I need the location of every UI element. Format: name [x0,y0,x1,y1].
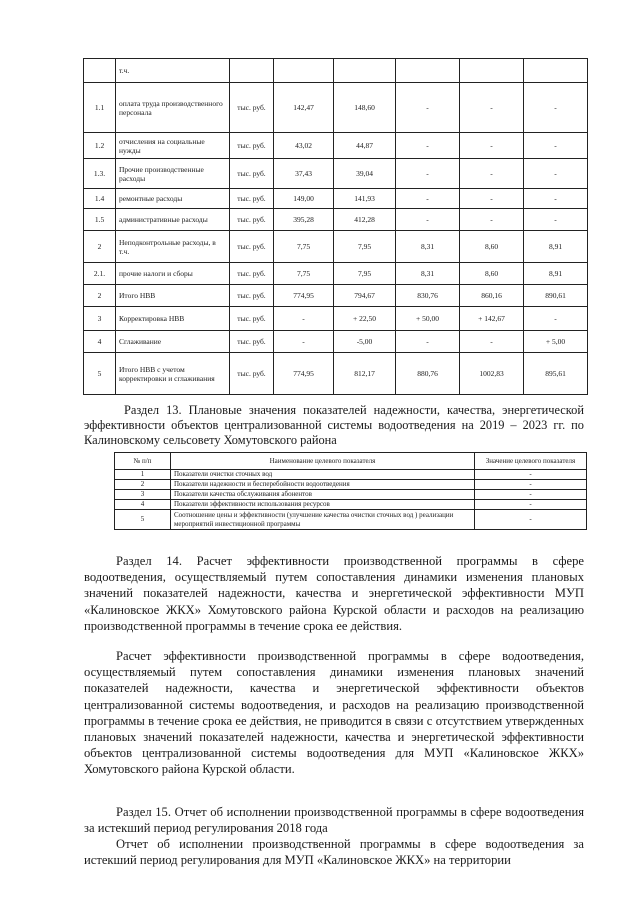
cell-v1: 774,95 [274,353,334,395]
cell-v4: 860,16 [460,285,524,307]
cell-v1 [274,59,334,83]
cell-num: 5 [84,353,116,395]
table-row [84,285,588,307]
table-row [115,480,587,490]
cell-num: 2 [84,285,116,307]
cell-name: ремонтные расходы [116,189,230,209]
cell-v5: - [524,307,588,331]
section-15-body: Отчет об исполнении производственной программы в сфере водоотведения за истекший период регулирования для МУП «Калиновское ЖКХ» на территории [84,837,584,868]
cell-num: 1.1 [84,83,116,133]
cell-v5: - [524,159,588,189]
cell-v2: 794,67 [334,285,396,307]
cell-name: Показатели эффективности использования ресурсов [171,500,475,510]
table-row [115,500,587,510]
cell-v5: - [524,189,588,209]
cell-value: - [475,510,587,530]
cell-v4: 8,60 [460,263,524,285]
cell-v1: - [274,307,334,331]
cell-v5: 895,61 [524,353,588,395]
cell-v5: 8,91 [524,231,588,263]
cell-name: Корректировка НВВ [116,307,230,331]
cell-v1: 774,95 [274,285,334,307]
table-row [84,189,588,209]
cell-name: административные расходы [116,209,230,231]
cell-unit: тыс. руб. [230,285,274,307]
cell-v2: 412,28 [334,209,396,231]
table-row [84,159,588,189]
cell-name: Соотношение цены и эффективности (улучшение качества очистки сточных вод ) реализации мероприятий инвестиционной программы [171,510,475,530]
table-row [84,331,588,353]
cell-unit: тыс. руб. [230,133,274,159]
cell-v2 [334,59,396,83]
nvv-table [83,58,588,395]
cell-name: Показатели надежности и бесперебойности водоотведения [171,480,475,490]
cell-v5: - [524,133,588,159]
cell-num: 4 [115,500,171,510]
cell-v5: 890,61 [524,285,588,307]
cell-name: Сглаживание [116,331,230,353]
cell-unit: тыс. руб. [230,331,274,353]
cell-num: 2 [84,231,116,263]
cell-v3 [396,59,460,83]
cell-num [84,59,116,83]
header-value: Значение целевого показателя [475,453,587,470]
cell-num: 2.1. [84,263,116,285]
cell-v5: 8,91 [524,263,588,285]
cell-v4: - [460,209,524,231]
cell-num: 1.4 [84,189,116,209]
cell-unit: тыс. руб. [230,189,274,209]
cell-v2: -5,00 [334,331,396,353]
cell-num: 3 [84,307,116,331]
section-15-heading: Раздел 15. Отчет об исполнении производственной программы в сфере водоотведения за истекший период регулирования 2018 года [84,805,584,836]
cell-v3: - [396,83,460,133]
cell-v4: - [460,133,524,159]
cell-v2: 141,93 [334,189,396,209]
table-row [115,490,587,500]
cell-num: 1.5 [84,209,116,231]
cell-num: 3 [115,490,171,500]
cell-v3: - [396,133,460,159]
cell-v2: 812,17 [334,353,396,395]
table-row [84,353,588,395]
section-14-body: Расчет эффективности производственной программы в сфере водоотведения, осуществляемый путем сопоставления динамики изменения плановых значений показателей надежности, качества и энергетической эффективности объектов централизованной системы водоотведения, и расходов на реализацию производственной программы в течение срока ее действия, не приводится в связи с отсутствием утвержденных плановых значений показателей надежности, качества и энергетической эффективности объектов централизованной системы водоотведения для МУП «Калиновское ЖКХ» Хомутовского района Курской области. [84,649,584,777]
cell-name: отчисления на социальные нужды [116,133,230,159]
cell-name: оплата труда производственного персонала [116,83,230,133]
cell-unit: тыс. руб. [230,83,274,133]
cell-unit: тыс. руб. [230,307,274,331]
cell-v1: - [274,331,334,353]
cell-unit: тыс. руб. [230,353,274,395]
cell-value: - [475,490,587,500]
cell-v2: 7,95 [334,263,396,285]
cell-v5: - [524,83,588,133]
cell-value: - [475,470,587,480]
cell-num: 1.2 [84,133,116,159]
section-13-heading: Раздел 13. Плановые значения показателей надежности, качества, энергетической эффективности объектов централизованной системы водоотведения на 2019 – 2023 гг. по Калиновскому сельсовету Хомутовского района [84,403,584,447]
cell-v3: - [396,189,460,209]
cell-v4 [460,59,524,83]
cell-name: Неподконтрольные расходы, в т.ч. [116,231,230,263]
cell-num: 5 [115,510,171,530]
table-row [84,59,588,83]
cell-v3: - [396,159,460,189]
cell-name: т.ч. [116,59,230,83]
cell-v2: 44,87 [334,133,396,159]
cell-v1: 395,28 [274,209,334,231]
cell-v4: + 142,67 [460,307,524,331]
table-row [84,209,588,231]
cell-v2: 39,04 [334,159,396,189]
cell-v5: - [524,209,588,231]
cell-name: Показатели очистки сточных вод [171,470,475,480]
cell-v4: 1002,83 [460,353,524,395]
cell-v4: - [460,331,524,353]
cell-name: Показатели качества обслуживания абонентов [171,490,475,500]
cell-num: 2 [115,480,171,490]
cell-v3: 8,31 [396,231,460,263]
cell-v3: + 50,00 [396,307,460,331]
cell-v3: 830,76 [396,285,460,307]
cell-v4: - [460,159,524,189]
cell-num: 1 [115,470,171,480]
cell-v2: + 22,50 [334,307,396,331]
cell-v1: 149,00 [274,189,334,209]
table-row [84,263,588,285]
cell-unit: тыс. руб. [230,263,274,285]
cell-v3: 880,76 [396,353,460,395]
table-row [115,510,587,530]
cell-v4: - [460,83,524,133]
cell-value: - [475,480,587,490]
cell-v2: 7,95 [334,231,396,263]
table-header-row [115,453,587,470]
cell-unit: тыс. руб. [230,159,274,189]
table-row [84,307,588,331]
cell-v1: 43,02 [274,133,334,159]
cell-name: Итого НВВ с учетом корректировки и сглаживания [116,353,230,395]
cell-v2: 148,60 [334,83,396,133]
table-row [115,470,587,480]
section-14-heading: Раздел 14. Расчет эффективности производственной программы в сфере водоотведения, осуществляемый путем сопоставления динамики изменения плановых значений показателей надежности, качества и энергетической эффективности МУП «Калиновское ЖКХ» Хомутовского района Курской области и расходов на реализацию производственной программы в течение срока ее действия. [84,554,584,633]
cell-num: 1.3. [84,159,116,189]
cell-unit [230,59,274,83]
table-row [84,83,588,133]
cell-unit: тыс. руб. [230,209,274,231]
cell-v5 [524,59,588,83]
cell-v1: 37,43 [274,159,334,189]
cell-v3: - [396,209,460,231]
target-indicators-table [114,452,587,530]
header-name: Наименование целевого показателя [171,453,475,470]
cell-v5: + 5,00 [524,331,588,353]
cell-v4: - [460,189,524,209]
cell-v3: 8,31 [396,263,460,285]
cell-name: прочие налоги и сборы [116,263,230,285]
cell-v4: 8,60 [460,231,524,263]
cell-v3: - [396,331,460,353]
cell-name: Прочие производственные расходы [116,159,230,189]
cell-num: 4 [84,331,116,353]
cell-unit: тыс. руб. [230,231,274,263]
cell-v1: 142,47 [274,83,334,133]
cell-v1: 7,75 [274,231,334,263]
table-row [84,133,588,159]
cell-value: - [475,500,587,510]
cell-v1: 7,75 [274,263,334,285]
header-num: № п/п [115,453,171,470]
table-row [84,231,588,263]
cell-name: Итого НВВ [116,285,230,307]
